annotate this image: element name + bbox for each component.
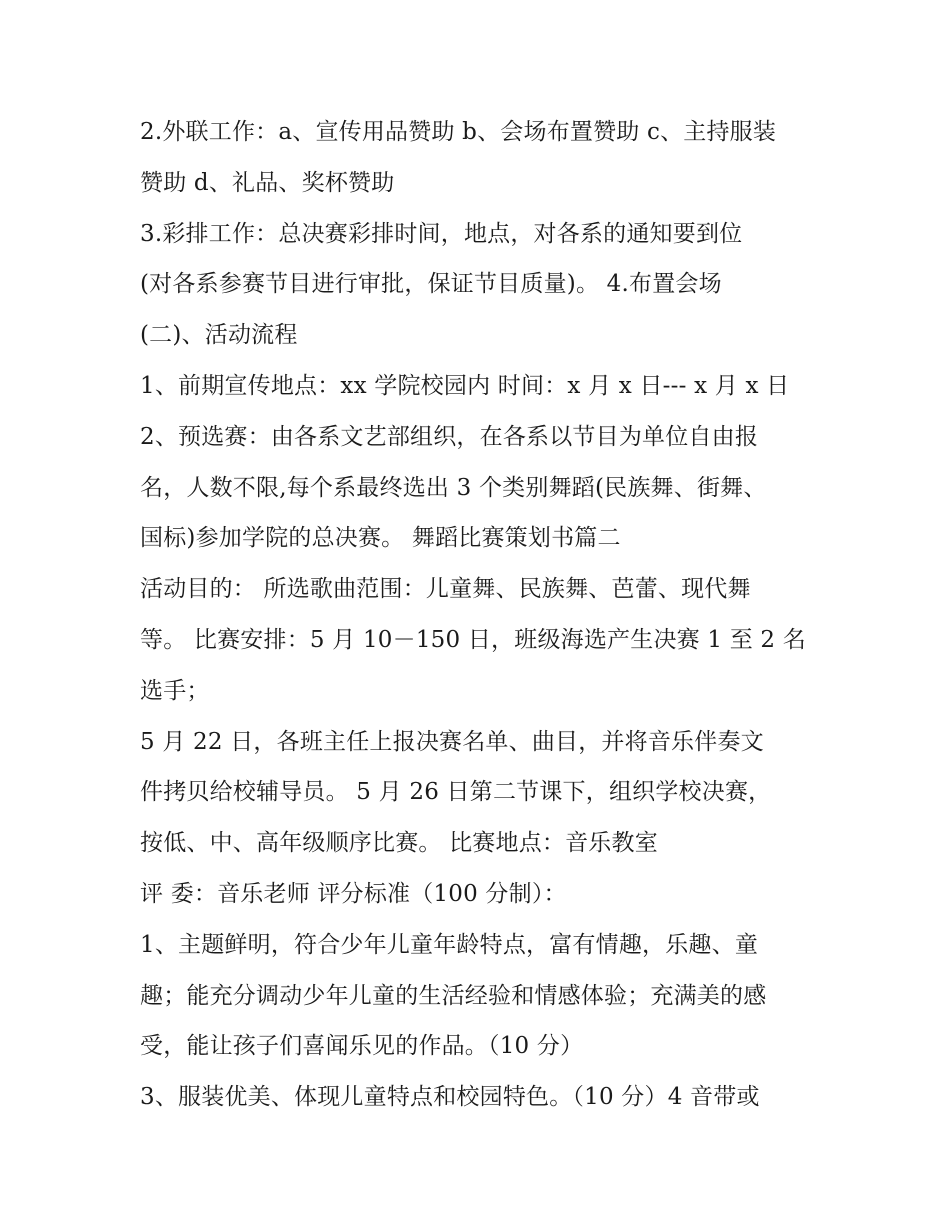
text-line: 趣；能充分调动少年儿童的生活经验和情感体验；充满美的感 (140, 982, 767, 1009)
text-line: 选手； (140, 677, 210, 704)
document-body (140, 107, 830, 1123)
text-line: 等。 比赛安排：5 月 10－150 日，班级海选产生决赛 1 至 2 名 (140, 626, 806, 653)
text-line: (对各系参赛节目进行审批，保证节目质量)。 4.布置会场 (140, 271, 722, 298)
text-line: 活动目的： 所选歌曲范围：儿童舞、民族舞、芭蕾、现代舞 (140, 576, 751, 603)
text-line: 名，人数不限,每个系最终选出 3 个类别舞蹈(民族舞、街舞、 (140, 474, 767, 501)
text-line: 3、服装优美、体现儿童特点和校园特色。（10 分）4 音带或 (140, 1084, 760, 1111)
text-line: 件拷贝给校辅导员。 5 月 26 日第二节课下，组织学校决赛， (140, 779, 772, 806)
text-line: 国标)参加学院的总决赛。 舞蹈比赛策划书篇二 (140, 525, 621, 552)
text-line: 5 月 22 日，各班主任上报决赛名单、曲目，并将音乐伴奏文 (140, 728, 764, 755)
text-line: 2、预选赛：由各系文艺部组织，在各系以节目为单位自由报 (140, 423, 759, 450)
section-heading: (二)、活动流程 (140, 322, 298, 349)
text-line: 赞助 d、礼品、奖杯赞助 (140, 169, 395, 196)
text-line: 评 委：音乐老师 评分标准（100 分制）： (140, 880, 567, 907)
text-line: 1、前期宣传地点：xx 学院校园内 时间：x 月 x 日--- x 月 x 日 (140, 372, 790, 399)
text-line: 2.外联工作：a、宣传用品赞助 b、会场布置赞助 c、主持服装 (140, 119, 777, 145)
text-line: 1、主题鲜明，符合少年儿童年龄特点，富有情趣，乐趣、童 (140, 931, 759, 958)
text-line: 按低、中、高年级顺序比赛。 比赛地点：音乐教室 (140, 830, 658, 857)
text-line: 3.彩排工作：总决赛彩排时间，地点，对各系的通知要到位 (140, 220, 743, 247)
text-line: 受，能让孩子们喜闻乐见的作品。（10 分） (140, 1033, 584, 1060)
